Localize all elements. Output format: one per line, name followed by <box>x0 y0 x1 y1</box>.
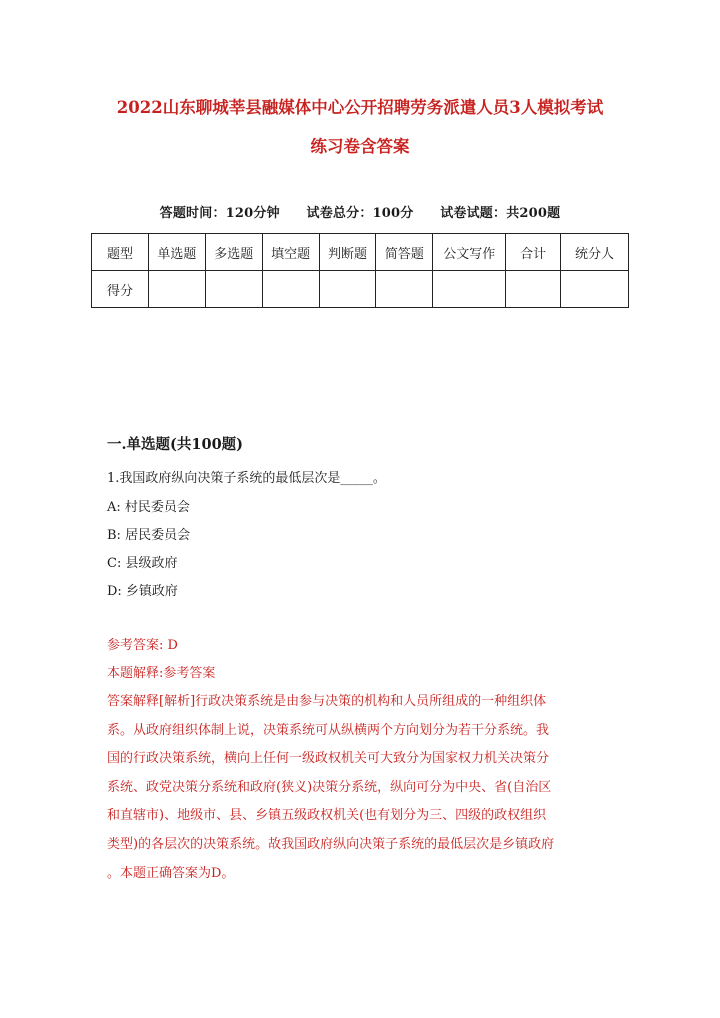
explanation-line: 系统、政党决策分系统和政府(狭义)决策分系统，纵向可分为中央、省(自治区 <box>107 779 552 795</box>
score-cell <box>262 271 319 308</box>
score-cell <box>148 271 205 308</box>
score-header-cell: 填空题 <box>262 234 319 271</box>
score-header-cell: 合计 <box>506 234 561 271</box>
score-row-label: 得分 <box>92 271 149 308</box>
score-cell <box>561 271 629 308</box>
explanation-line: 国的行政决策系统，横向上任何一级政权机关可大致分为国家权力机关决策分 <box>107 751 550 767</box>
exam-question-count: 试卷试题：共200题 <box>440 206 561 221</box>
explanation-body <box>107 688 615 888</box>
score-cell <box>205 271 262 308</box>
score-header-cell: 多选题 <box>205 234 262 271</box>
score-header-cell: 公文写作 <box>433 234 506 271</box>
score-header-cell: 单选题 <box>148 234 205 271</box>
exam-total-score: 试卷总分：100分 <box>306 206 414 221</box>
score-header-cell: 统分人 <box>561 234 629 271</box>
option-d: D: 乡镇政府 <box>107 584 178 599</box>
section-title: 一.单选题(共100题) <box>107 436 244 453</box>
doc-title-line-2: 练习卷含答案 <box>310 137 410 156</box>
exam-meta <box>90 202 630 221</box>
explanation-line: 答案解释[解析]行政决策系统是由参与决策的机构和人员所组成的一种组织体 <box>107 694 547 709</box>
score-table <box>91 233 629 308</box>
explanation-line: 类型)的各层次的决策系统。故我国政府纵向决策子系统的最低层次是乡镇政府 <box>107 836 555 852</box>
explanation-line: 。本题正确答案为D。 <box>107 865 235 881</box>
exam-time: 答题时间：120分钟 <box>159 206 280 221</box>
option-b: B: 居民委员会 <box>107 528 191 543</box>
score-table-score-row <box>92 271 629 308</box>
option-c: C: 县级政府 <box>107 556 178 571</box>
score-header-cell: 题型 <box>92 234 149 271</box>
answer-label: 参考答案: D <box>107 638 178 653</box>
score-header-cell: 简答题 <box>376 234 433 271</box>
explanation-line: 和直辖市)、地级市、县、乡镇五级政权机关(也有划分为三、四级的政权组织 <box>107 808 547 824</box>
score-table-header-row <box>92 234 629 271</box>
question-stem: 1.我国政府纵向决策子系统的最低层次是_____。 <box>107 471 386 486</box>
score-cell <box>376 271 433 308</box>
score-header-cell: 判断题 <box>319 234 376 271</box>
option-a: A: 村民委员会 <box>107 500 190 515</box>
score-cell <box>433 271 506 308</box>
explanation-line: 系。从政府组织体制上说，决策系统可从纵横两个方向划分为若干分系统。我 <box>107 722 550 738</box>
doc-title-line-1: 2022山东聊城莘县融媒体中心公开招聘劳务派遣人员3人模拟考试 <box>116 98 604 117</box>
score-cell <box>319 271 376 308</box>
explanation-title: 本题解释:参考答案 <box>107 666 216 681</box>
score-cell <box>506 271 561 308</box>
